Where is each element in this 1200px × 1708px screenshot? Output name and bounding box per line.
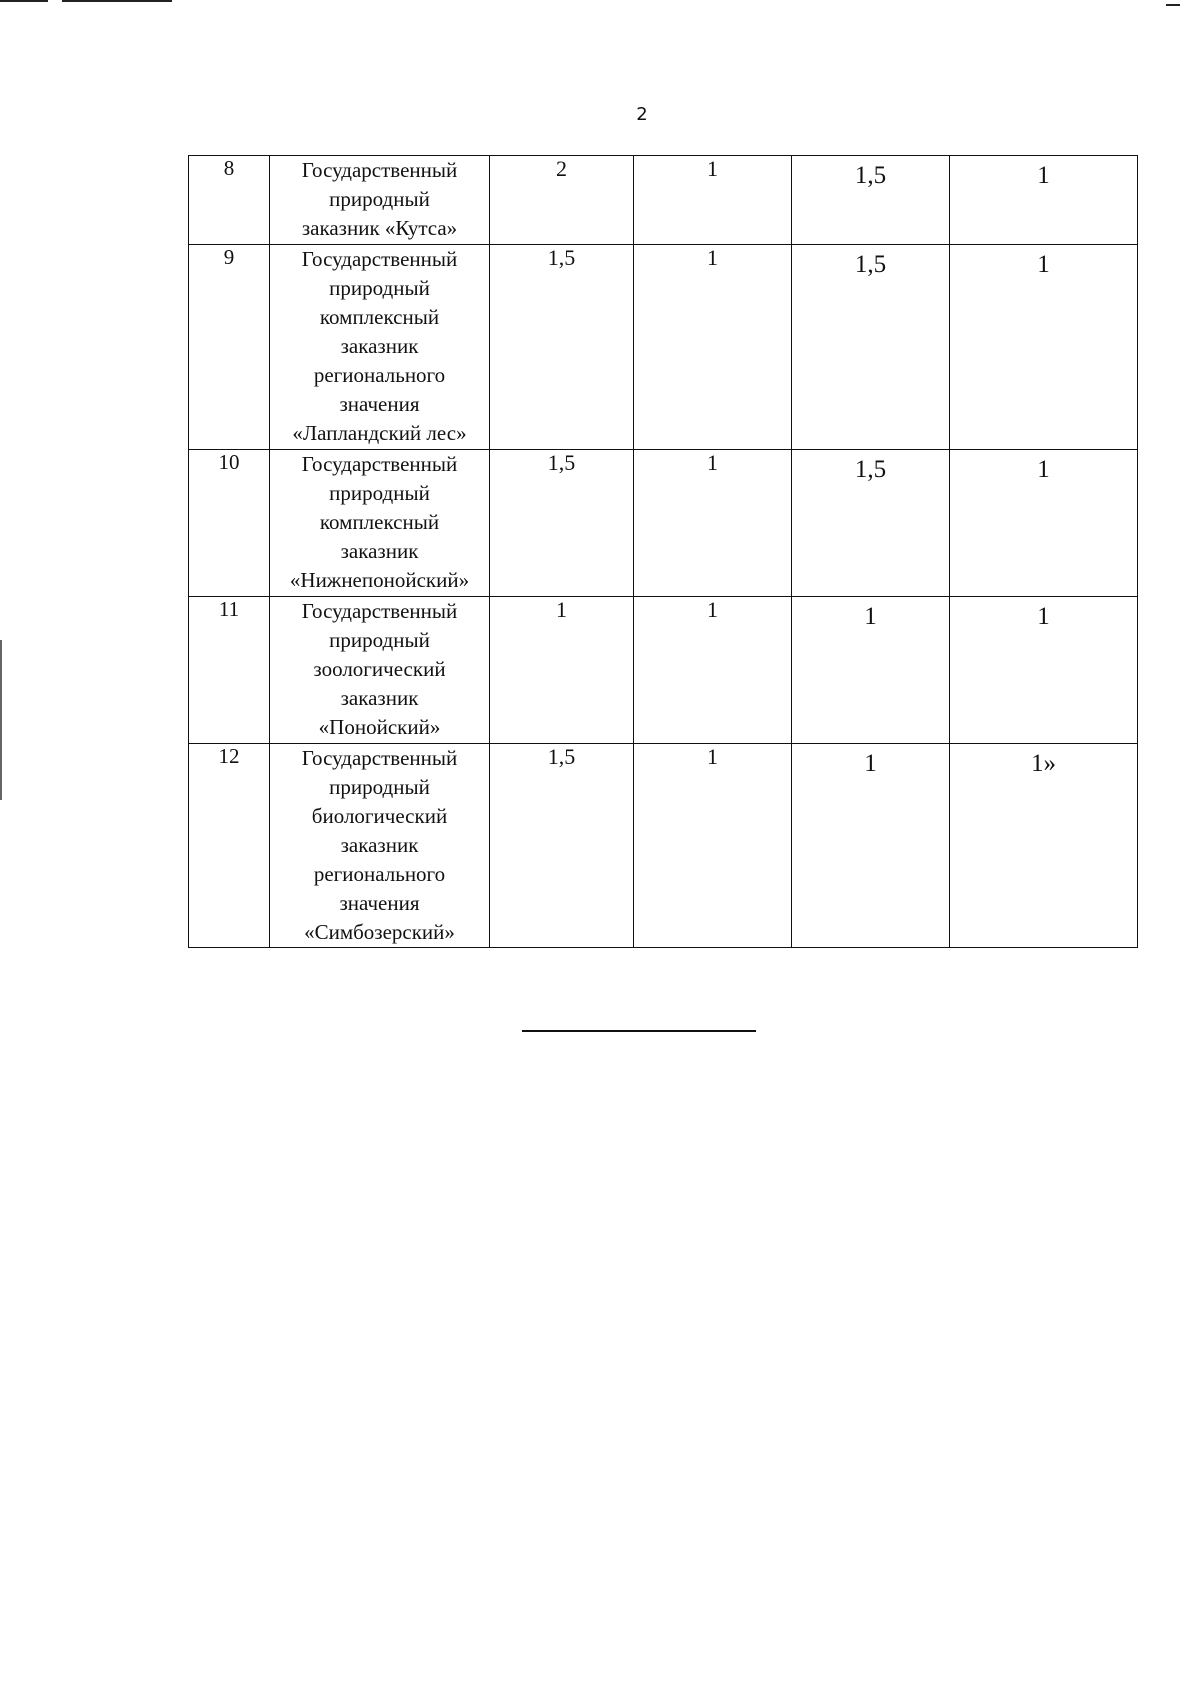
scan-mark-top-right [1166, 4, 1180, 6]
value-cell: 1,5 [490, 450, 634, 597]
table-row [189, 744, 1138, 948]
reserve-name: Государственный природный зоологический заказник «Понойский» [270, 597, 490, 744]
reserves-table [188, 155, 1138, 948]
table-row [189, 450, 1138, 597]
value-cell: 1 [792, 597, 950, 744]
value-cell: 1,5 [490, 744, 634, 948]
reserve-name: Государственный природный комплексный заказник «Нижнепонойский» [270, 450, 490, 597]
value-cell: 1 [950, 156, 1138, 245]
value-cell: 1 [634, 597, 792, 744]
value-cell: 2 [490, 156, 634, 245]
value-cell: 1 [950, 450, 1138, 597]
table-row [189, 597, 1138, 744]
scan-mark-left-edge [0, 640, 2, 800]
value-cell: 1 [792, 744, 950, 948]
row-number: 9 [189, 245, 270, 450]
value-cell: 1 [950, 245, 1138, 450]
reserve-name: Государственный природный биологический заказник регионального значения «Симбозерский» [270, 744, 490, 948]
value-cell: 1,5 [792, 245, 950, 450]
closing-rule [522, 1030, 756, 1032]
scan-mark-top-left-2 [62, 0, 172, 2]
value-cell: 1 [634, 450, 792, 597]
row-number: 11 [189, 597, 270, 744]
value-cell: 1 [490, 597, 634, 744]
value-cell: 1,5 [792, 450, 950, 597]
page-number: 2 [636, 104, 648, 125]
value-cell: 1,5 [792, 156, 950, 245]
value-cell: 1 [634, 744, 792, 948]
value-cell: 1» [950, 744, 1138, 948]
reserve-name: Государственный природный комплексный заказник регионального значения «Лапландский лес» [270, 245, 490, 450]
value-cell: 1 [634, 245, 792, 450]
row-number: 8 [189, 156, 270, 245]
value-cell: 1,5 [490, 245, 634, 450]
table-row [189, 245, 1138, 450]
scan-mark-top-left-1 [0, 0, 48, 2]
reserve-name: Государственный природный заказник «Кутса» [270, 156, 490, 245]
row-number: 10 [189, 450, 270, 597]
table-row [189, 156, 1138, 245]
row-number: 12 [189, 744, 270, 948]
value-cell: 1 [634, 156, 792, 245]
value-cell: 1 [950, 597, 1138, 744]
